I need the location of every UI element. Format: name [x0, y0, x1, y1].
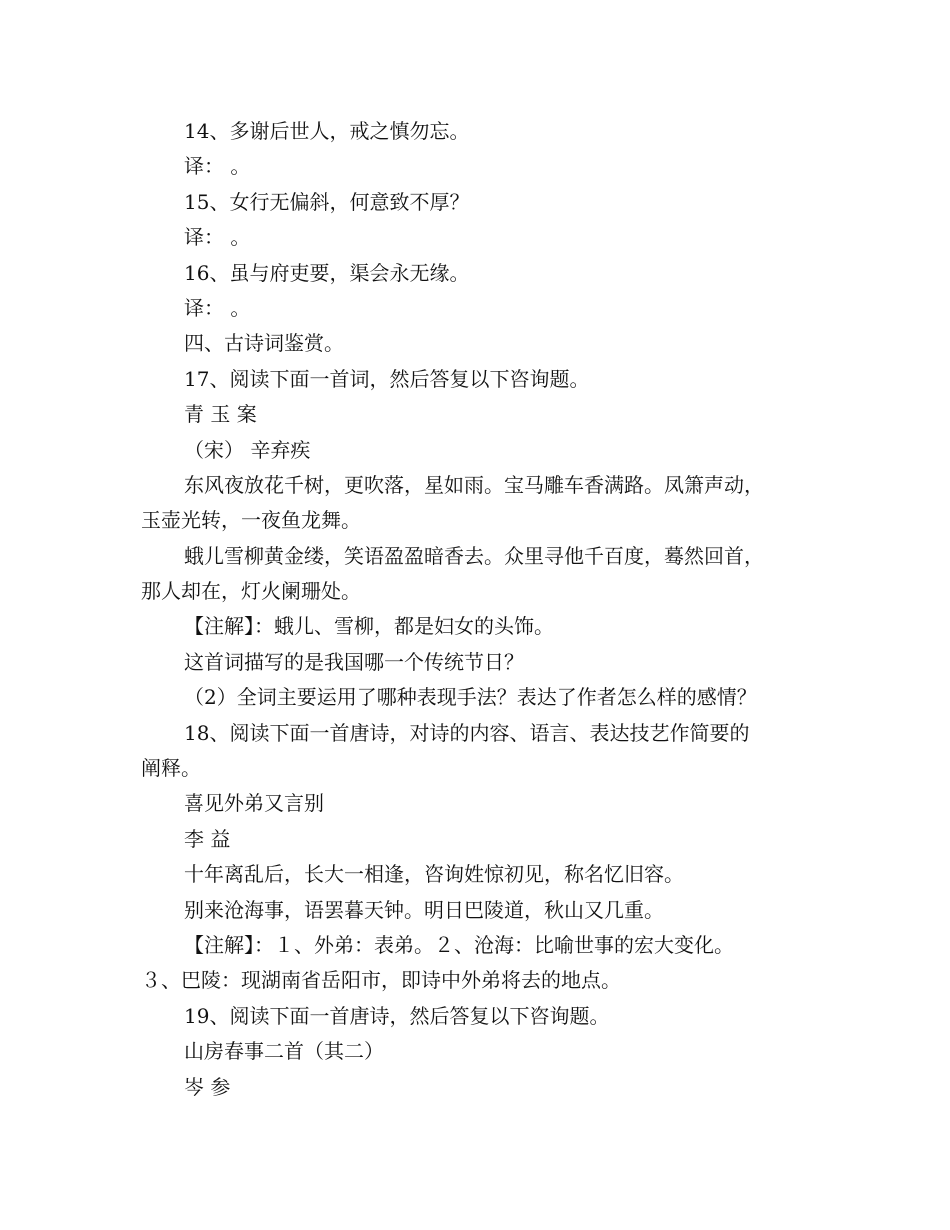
annotation-18: 【注解】：１、外弟：表弟。２、沧海：比喻世事的宏大变化。 [184, 932, 734, 957]
question-18: 18、阅读下面一首唐诗，对诗的内容、语言、表达技艺作简要的 [184, 720, 750, 745]
poem-line: 那人却在，灯火阑珊处。 [141, 579, 361, 604]
annotation-18-cont: ３、巴陵：现湖南省岳阳市，即诗中外弟将去的地点。 [141, 968, 621, 993]
question-18-cont: 阐释。 [141, 756, 201, 781]
poem-author-cen: 岑 参 [184, 1074, 231, 1099]
translation-blank-14: 译： 。 [184, 154, 251, 179]
translation-blank-16: 译： 。 [184, 295, 251, 320]
question-17: 17、阅读下面一首词，然后答复以下咨询题。 [184, 366, 590, 391]
question-19: 19、阅读下面一首唐诗，然后答复以下咨询题。 [184, 1003, 610, 1028]
poem-line: 玉壶光转，一夜鱼龙舞。 [141, 508, 361, 533]
poem-author-xin: （宋） 辛弃疾 [184, 437, 311, 462]
poem-line: 东风夜放花千树，更吹落，星如雨。宝马雕车香满路。凤箫声动， [184, 472, 764, 497]
question-15: 15、女行无偏斜，何意致不厚？ [184, 189, 470, 214]
document-body [141, 114, 831, 1105]
annotation-17: 【注解】：蛾儿、雪柳，都是妇女的头饰。 [184, 614, 554, 639]
poem-title-qingyuan: 青 玉 案 [184, 402, 257, 427]
poem-title-xijian: 喜见外弟又言别 [184, 791, 324, 816]
question-17-1: 这首词描写的是我国哪一个传统节日？ [184, 649, 524, 674]
section-heading-poetry: 四、古诗词鉴赏。 [184, 331, 344, 356]
question-16: 16、虽与府吏要，渠会永无缘。 [184, 260, 470, 285]
poem-title-shanfang: 山房春事二首（其二） [184, 1039, 384, 1064]
translation-blank-15: 译： 。 [184, 225, 251, 250]
poem-line: 别来沧海事，语罢暮天钟。明日巴陵道，秋山又几重。 [184, 897, 664, 922]
poem-line: 十年离乱后，长大一相逢，咨询姓惊初见，称名忆旧容。 [184, 862, 684, 887]
question-14: 14、多谢后世人，戒之慎勿忘。 [184, 119, 470, 143]
poem-line: 蛾儿雪柳黄金缕，笑语盈盈暗香去。众里寻他千百度，蓦然回首， [184, 543, 764, 568]
poem-author-li: 李 益 [184, 826, 231, 851]
question-17-2: （2）全词主要运用了哪种表现手法？表达了作者怎么样的感情？ [184, 685, 757, 710]
